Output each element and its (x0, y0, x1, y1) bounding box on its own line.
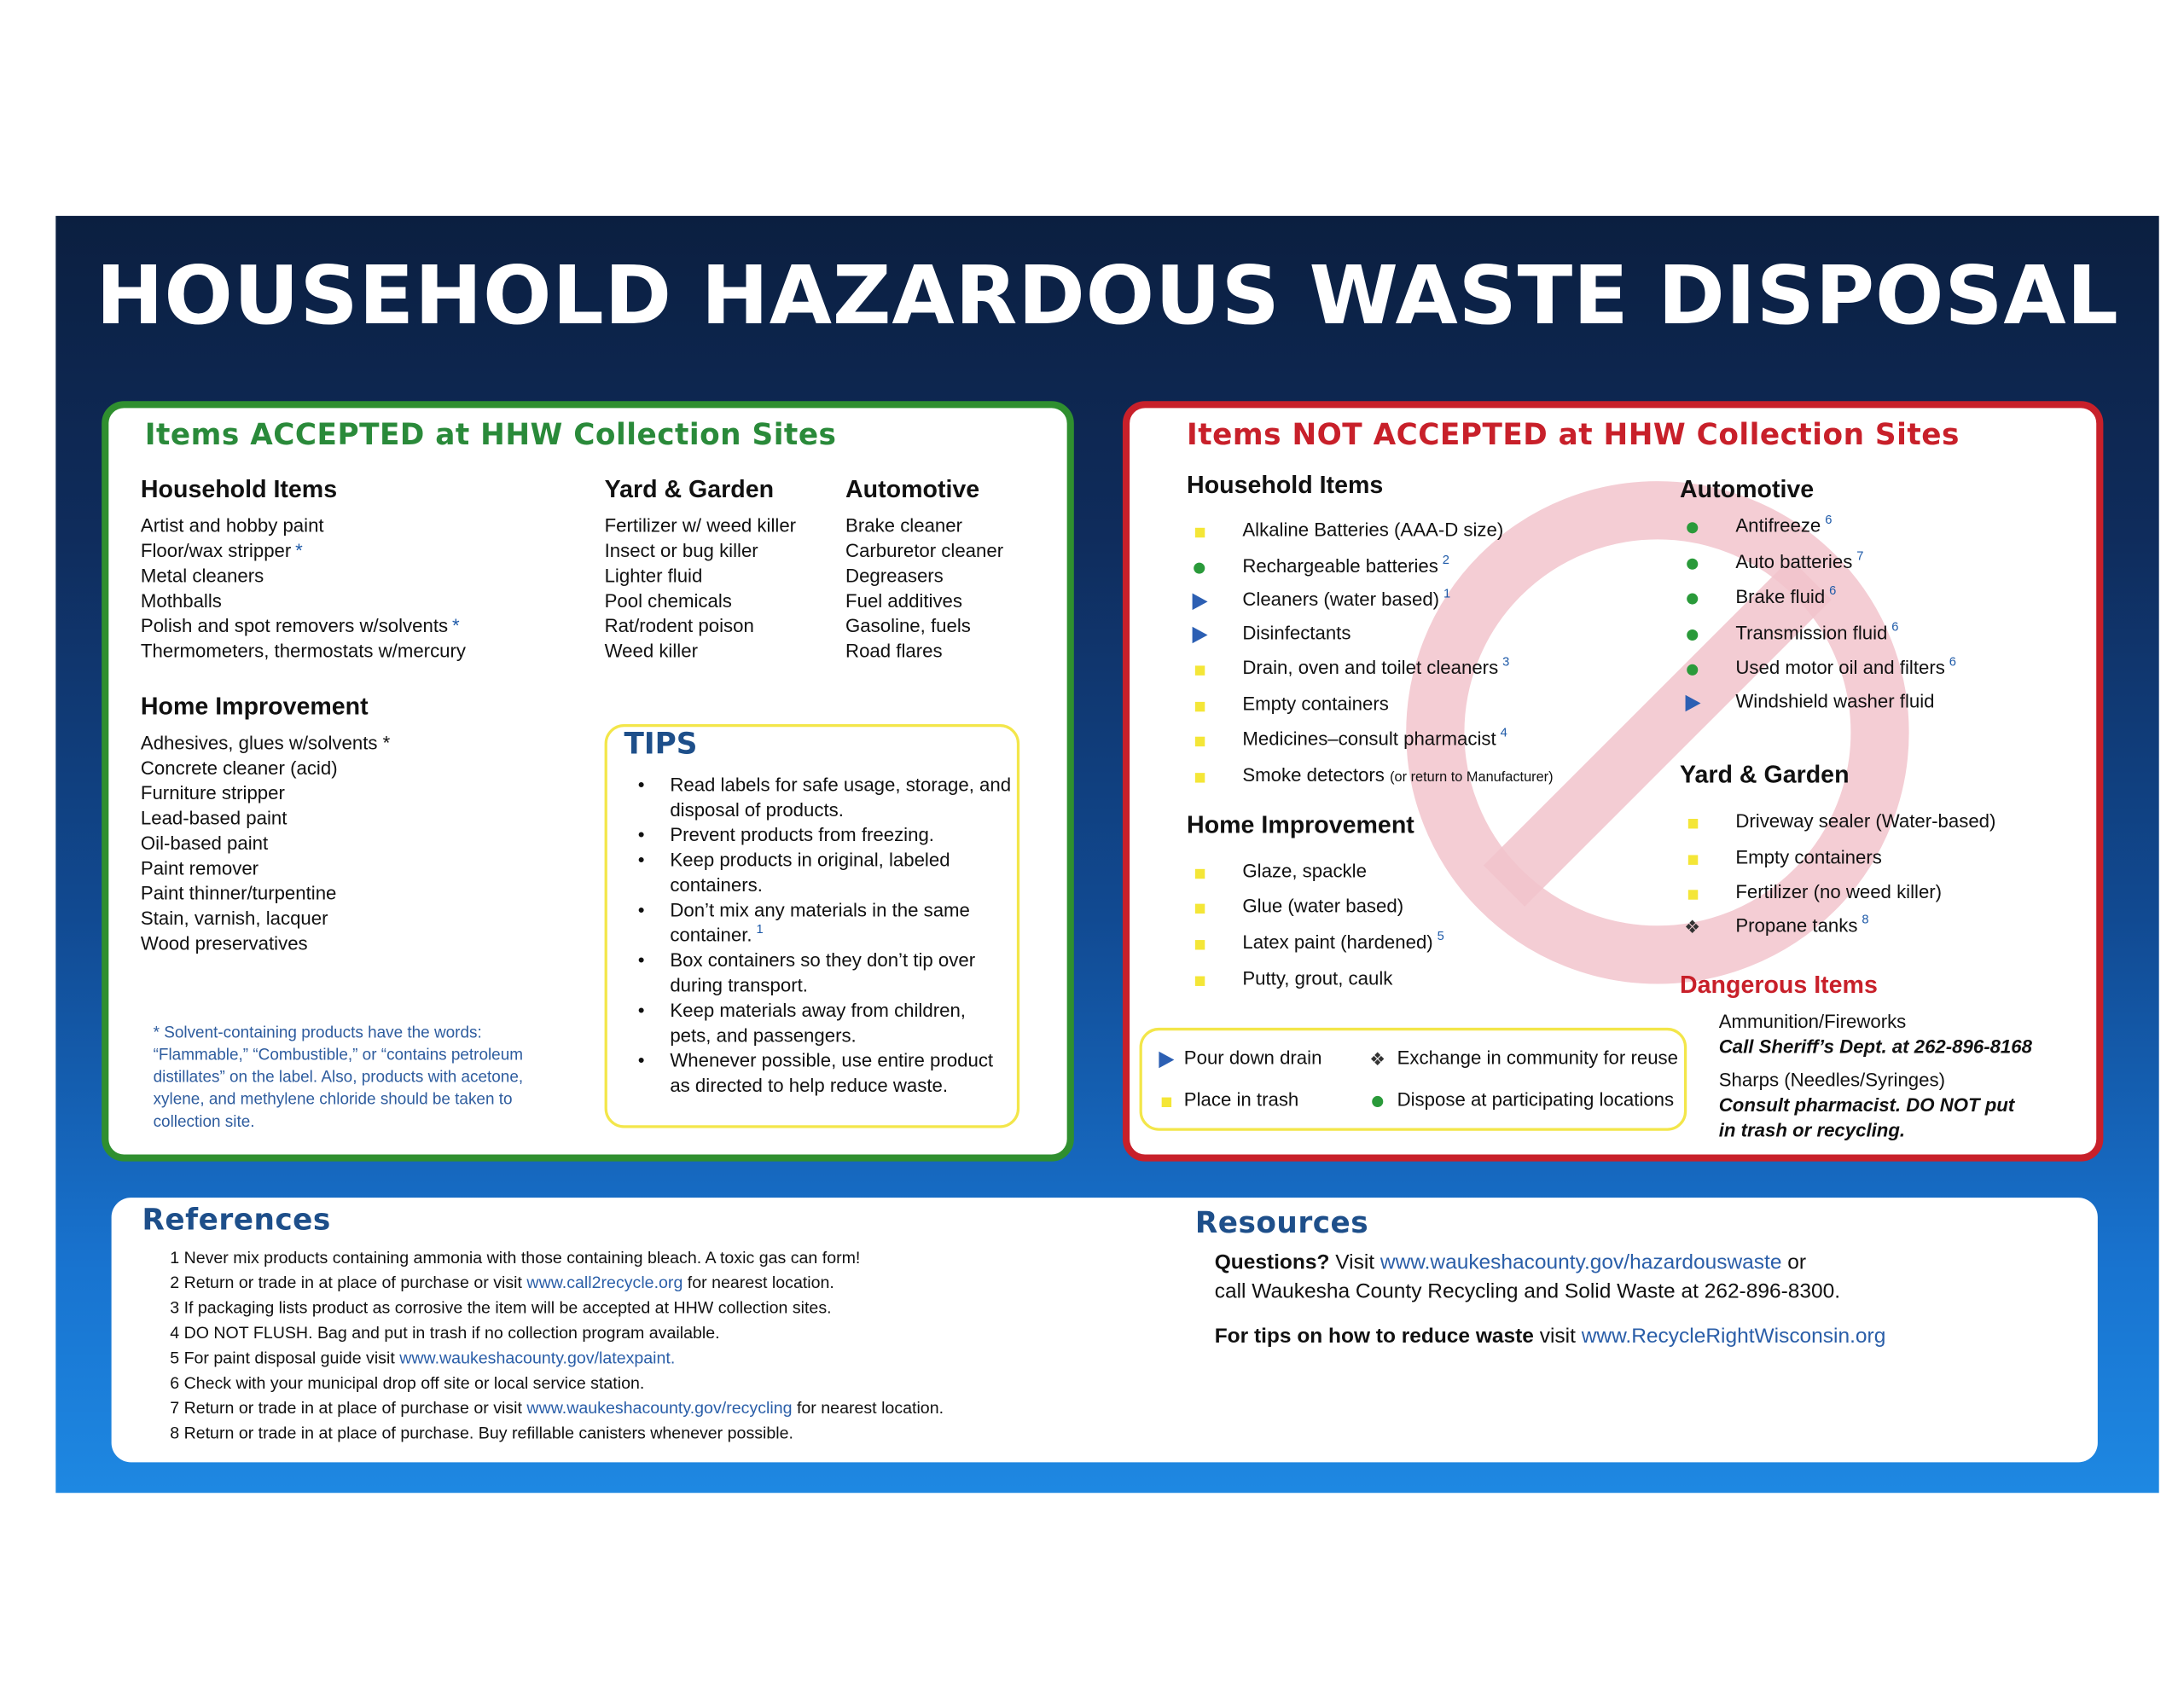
green-dot-icon (1680, 552, 1705, 577)
not-accepted-household-heading: Household Items (1187, 470, 1384, 499)
accepted-yard-garden-heading: Yard & Garden (604, 474, 775, 503)
green-dot-icon (1680, 623, 1705, 647)
dangerous-ammo-note: Call Sheriff’s Dept. at 262-896-8168 (1718, 1035, 2032, 1058)
legend-box (1140, 1028, 1687, 1131)
resources-tips: For tips on how to reduce waste visit www.RecycleRightWisconsin.org (1214, 1324, 1886, 1349)
tip-item: • Whenever possible, use entire product as directed to help reduce waste. (638, 1048, 1012, 1099)
yellow-square-icon (1187, 658, 1211, 682)
list-item: Rat/rodent poison (604, 615, 754, 637)
blue-triangle-icon (1187, 589, 1211, 614)
yellow-square-icon (1187, 931, 1211, 956)
list-item: Adhesives, glues w/solvents * (140, 732, 391, 754)
list-item: Lead-based paint (140, 807, 288, 829)
recyclerightwisconsin-link[interactable]: www.RecycleRightWisconsin.org (1581, 1324, 1886, 1349)
list-item: Furniture stripper (140, 782, 285, 804)
yellow-square-icon (1187, 728, 1211, 753)
tip-item: • Don’t mix any materials in the same container. $^1$ (638, 898, 1012, 948)
poster-stage: HOUSEHOLD HAZARDOUS WASTE DISPOSAL Items ACCEPTED at HHW Collection Sites Household Items Artist and hobby paint Floor/wax stripper * Metal cleaners Mothballs Polish and spot removers w/solvents * Thermometers, thermostats w/mercury Home Improvement Adhesives, glues w/solvents * Concrete cleaner (acid) Furniture stripper Lead-based paint Oil-based paint Paint remover Paint thinner/turpentine Stain, varnish, lacquer Wood preservatives Yard & Garden Fertilizer w/ weed killer Insect or bug killer Lighter fluid Pool chemicals Rat/rodent poison Weed killer Automotive Brake cleaner Carburetor cleaner Degreasers Fuel additives Gasoline, fuels Road flares TIPS • Read labels for safe usage, storage, and disposal of products. • Prevent products from freezing. • Keep products in original, labeled containers. • Don’t mix any materials in the same container. $^1$ • Box containers so they don’t tip over during transport. • Keep materials away from children, pets, and passengers. • Whenever possible, use entire product as directed to help reduce waste. * Solvent-containing products have the words: “Flammable,” “Combustible,” or “contains petroleum distillates” on the label. Also, products with acetone, xylene, and methylene chloride should be taken to collection site. Items NOT ACCEPTED at HHW Collection Sites Household Items Alkaline Batteries (AAA-D size) Rechargeable batteries $^2$ Cleaners (water based) $^1$ Disinfectants Drain, oven and toilet cleaners $^3$ Empty containers Medicines–consult pharmacist $^4$ Smoke detectors (or return to Manufacturer) Home Improvement Glaze, spackle Glue (water based) Latex paint (hardened) $^5$ Putty, grout, caulk Automotive Antifreeze $^6$ Auto batteries $^7$ Brake fluid $^6$ Transmission fluid $^6$ Used motor oil and filters $^6$ Windshield washer fluid Yard & Garden Driveway sealer (Water-based) Empty containers Fertilizer (no weed killer) ❖ Propane tanks $^8$ Pour down drain Place in trash ❖ Exchange in community for reuse Dispose at participating locations Dangerous Items Ammunition/Fireworks Call Sheriff’s Dept. at 262-896-8168 Sharps (Needles/Syringes) Consult pharmacist. DO NOT put in trash or recycling. References 1 Never mix products containing ammonia with those containing bleach. A toxic gas can form! 2 Return or trade in at place of purchase or visit www.call2recycle.org for nearest location. 3 If packaging lists product as corrosive the item will be accepted at HHW collection sites. 4 DO NOT FLUSH. Bag and put in trash if no collection program available. 5 For paint disposal guide visit www.waukeshacounty.gov/latexpaint. 6 Check with your municipal drop off site or local service station. 7 Return or trade in at place of purchase or visit www.waukeshacounty.gov/recycling for nearest location. 8 Return or trade in at place of purchase. Buy refillable canisters whenever possible. Resources Questions? Visit www.waukeshacounty.gov/hazardouswaste or call Waukesha County Recycling and Solid Waste at 262-896-8300. For tips on how to reduce waste visit www.RecycleRightWisconsin.org (0, 0, 2184, 1688)
diamond-icon: ❖ (1369, 1048, 1386, 1070)
list-item: Fertilizer w/ weed killer (604, 515, 797, 537)
list-item: Polish and spot removers w/solvents * (140, 615, 460, 637)
resources-heading: Resources (1194, 1205, 1369, 1240)
yellow-square-icon (1680, 881, 1705, 906)
green-dot-icon (1680, 586, 1705, 611)
dangerous-items-text (1719, 1010, 2032, 1144)
call2recycle-link[interactable]: www.call2recycle.org (526, 1273, 683, 1293)
yellow-square-icon (1187, 764, 1211, 789)
tip-item: • Box containers so they don’t tip over during transport. (638, 948, 1012, 999)
page-title: HOUSEHOLD HAZARDOUS WASTE DISPOSAL (96, 247, 2119, 343)
green-dot-icon (1680, 658, 1705, 682)
reference-item: 1 Never mix products containing ammonia with those containing bleach. A toxic gas can form! (170, 1247, 861, 1267)
resources-questions: Questions? Visit www.waukeshacounty.gov/hazardouswaste or call Waukesha County Recycling and Solid Waste at 262-896-8300. (1214, 1250, 1841, 1304)
dangerous-sharps: Sharps (Needles/Syringes) (1718, 1069, 1945, 1091)
not-accepted-home-improvement-heading: Home Improvement (1187, 810, 1414, 838)
list-item: Floor/wax stripper * (140, 540, 303, 561)
list-item: Weed killer (604, 641, 698, 662)
yellow-square-icon (1680, 847, 1705, 872)
references-list (170, 1245, 944, 1446)
list-item: Lighter fluid (604, 565, 703, 587)
not-accepted-heading: Items NOT ACCEPTED at HHW Collection Sites (1187, 417, 1960, 451)
list-item: Carburetor cleaner (845, 540, 1004, 561)
green-dot-icon (1187, 555, 1211, 580)
yellow-square-icon (1187, 519, 1211, 544)
diamond-icon: ❖ (1684, 916, 1701, 937)
reference-item: 3 If packaging lists product as corrosive the item will be accepted at HHW collection sites. (170, 1297, 832, 1318)
yellow-square-icon (1187, 861, 1211, 885)
list-item: Fuel additives (845, 590, 962, 612)
accepted-automotive-list (845, 513, 1003, 664)
reference-item: 6 Check with your municipal drop off site or local service station. (170, 1372, 645, 1393)
list-item: Mothballs (140, 590, 222, 612)
list-item: Insect or bug killer (604, 540, 758, 561)
accepted-yard-garden-list (605, 513, 796, 664)
accepted-household-heading: Household Items (140, 474, 338, 503)
blue-triangle-icon (1153, 1047, 1178, 1072)
tips-heading: TIPS (624, 727, 698, 761)
list-item: Thermometers, thermostats w/mercury (140, 641, 467, 662)
dangerous-sharps-note-b: in trash or recycling. (1718, 1119, 1906, 1141)
reference-item: 2 Return or trade in at place of purchase or visit www.call2recycle.org for nearest location. (170, 1273, 834, 1293)
tip-item: • Read labels for safe usage, storage, and disposal of products. (638, 773, 1012, 823)
yellow-square-icon (1680, 810, 1705, 835)
accepted-household-list (141, 513, 470, 664)
list-item: Road flares (845, 641, 943, 662)
not-accepted-yard-garden-heading: Yard & Garden (1680, 760, 1850, 789)
tip-item: • Prevent products from freezing. (638, 823, 1012, 848)
accepted-home-improvement-list (141, 731, 390, 956)
list-item: Brake cleaner (845, 515, 962, 537)
yellow-square-icon (1153, 1089, 1178, 1114)
latexpaint-link[interactable]: www.waukeshacounty.gov/latexpaint. (399, 1348, 676, 1368)
accepted-automotive-heading: Automotive (845, 474, 980, 503)
list-item: Degreasers (845, 565, 944, 587)
accepted-heading: Items ACCEPTED at HHW Collection Sites (144, 417, 837, 451)
list-item: Pool chemicals (604, 590, 732, 612)
tip-item: • Keep products in original, labeled containers. (638, 848, 1012, 898)
yellow-square-icon (1187, 693, 1211, 718)
blue-triangle-icon (1187, 623, 1211, 647)
list-item: Concrete cleaner (acid) (140, 757, 338, 779)
list-item: Oil-based paint (140, 832, 269, 854)
list-item: Paint remover (140, 857, 259, 879)
reference-item: 5 For paint disposal guide visit www.waukeshacounty.gov/latexpaint. (170, 1348, 676, 1368)
yellow-square-icon (1187, 968, 1211, 993)
list-item: Wood preservatives (140, 932, 308, 954)
hazardouswaste-link[interactable]: www.waukeshacounty.gov/hazardouswaste (1380, 1250, 1782, 1274)
reference-item: 4 DO NOT FLUSH. Bag and put in trash if no collection program available. (170, 1323, 720, 1343)
list-item: Stain, varnish, lacquer (140, 908, 328, 930)
dangerous-items-heading: Dangerous Items (1680, 970, 1878, 999)
list-item: Artist and hobby paint (140, 515, 324, 537)
dangerous-sharps-note-a: Consult pharmacist. DO NOT put (1718, 1094, 2015, 1116)
list-item: Paint thinner/turpentine (140, 883, 337, 904)
list-item: Metal cleaners (140, 565, 264, 587)
not-accepted-automotive-heading: Automotive (1680, 474, 1815, 503)
accepted-home-improvement-heading: Home Improvement (140, 692, 369, 721)
reference-item: 7 Return or trade in at place of purchase or visit www.waukeshacounty.gov/recycling for nearest location. (170, 1398, 944, 1418)
recycling-link[interactable]: www.waukeshacounty.gov/recycling (526, 1398, 793, 1418)
list-item: Gasoline, fuels (845, 615, 971, 637)
tips-list (638, 773, 1012, 1099)
reference-item: 8 Return or trade in at place of purchase. Buy refillable canisters whenever possible. (170, 1423, 794, 1443)
blue-triangle-icon (1680, 691, 1705, 716)
references-heading: References (142, 1203, 331, 1237)
green-dot-icon (1680, 515, 1705, 540)
tip-item: • Keep materials away from children, pets, and passengers. (638, 999, 1012, 1049)
yellow-square-icon (1187, 896, 1211, 920)
dangerous-ammo: Ammunition/Fireworks (1718, 1011, 1907, 1032)
solvent-footnote: * Solvent-containing products have the words: “Flammable,” “Combustible,” or “contains petroleum distillates” on the label. Also, products with acetone, xylene, and methylene chloride should be taken to collection site. (153, 1024, 524, 1131)
green-dot-icon (1365, 1089, 1390, 1114)
